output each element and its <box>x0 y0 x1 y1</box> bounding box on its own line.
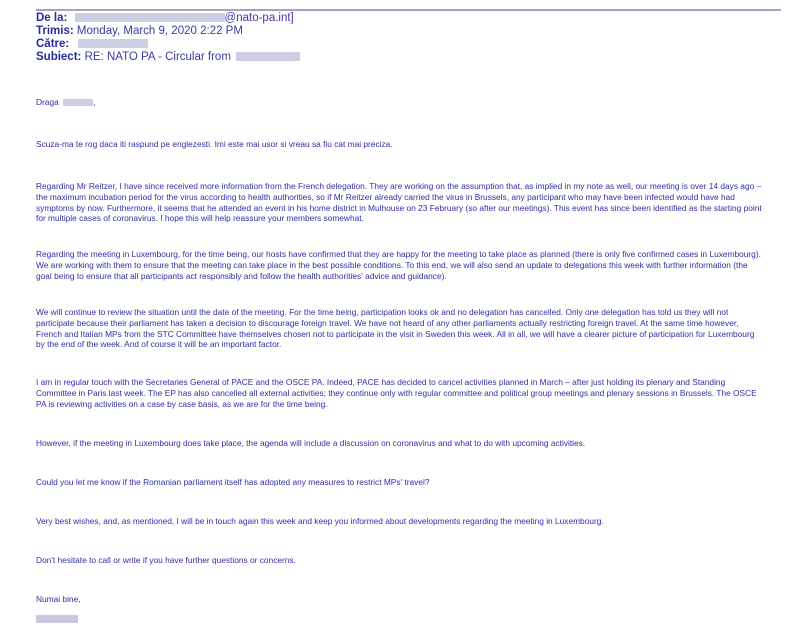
signature-line <box>36 615 764 626</box>
subject-value: RE: NATO PA - Circular from <box>84 51 231 63</box>
subject-label: Subiect: <box>36 51 82 63</box>
closing: Numai bine, <box>36 594 81 604</box>
paragraph-6: However, if the meeting in Luxembourg does take place, the agenda will include a discussion on coronavirus and what to do with upcoming activities. <box>36 438 586 448</box>
paragraph-1: Scuza-ma te rog daca iti raspund pe englezesti. Imi este mai usor si vreau sa fiu cat mai preciza. <box>36 139 393 149</box>
redacted-greeting-name <box>63 99 93 106</box>
sent-line <box>36 25 776 38</box>
sent-value: Monday, March 9, 2020 2:22 PM <box>76 25 243 37</box>
from-value[interactable]: @nato-pa.int] <box>224 12 294 24</box>
paragraph-5: I am in regular touch with the Secretaries General of PACE and the OSCE PA. Indeed, PACE has decided to cancel activities planned in March – after just holding its plenary and Standing Committee in Paris last week. The EP has also cancelled all external activities; they continue only with regular committee and political group meetings and plenary sessions in Brussels. The OSCE PA is reviewing activities on a case by case basis, as we are for the time being. <box>36 377 757 409</box>
header-separator <box>36 9 781 11</box>
redacted-sender <box>75 13 225 22</box>
greeting: Draga <box>36 97 59 107</box>
to-line <box>36 38 776 51</box>
paragraph-3: Regarding the meeting in Luxembourg, for the time being, our hosts have confirmed that they are happy for the meeting to take place as planned (there is only five confirmed cases in Luxembourg). We are working with them to ensure that the meeting can take place in the best possible conditions. To this end, we will also send an update to delegations this week with further information (the goal being to ensure that all participants act responsibly and follow the health authorities' advice and guidance). <box>36 249 761 281</box>
paragraph-4: We will continue to review the situation until the date of the meeting. For the time being, participation looks ok and no delegation has cancelled. Only one delegation has told us they will not participate because their parliament has taken a decision to discourage foreign travel. We have not heard of any other parliaments actually restricting foreign travel. At the same time however, French and Italian MPs from the STC Committee have themselves chosen not to participate in the visit in Sweden this week. All in all, we will have a clearer picture of participation for Luxembourg by the end of the week. And of course it will be an important factor. <box>36 307 755 350</box>
sent-label: Trimis: <box>36 25 74 37</box>
from-label: De la: <box>36 12 68 24</box>
greeting-line: Draga , <box>36 97 96 107</box>
subject-line <box>36 51 776 64</box>
from-line <box>36 12 776 25</box>
paragraph-9: Don't hesitate to call or write if you have further questions or concerns. <box>36 555 296 565</box>
to-label: Către: <box>36 38 70 50</box>
paragraph-7: Could you let me know if the Romanian parliament itself has adopted any measures to restrict MPs' travel? <box>36 477 430 487</box>
email-header <box>36 12 776 64</box>
paragraph-8: Very best wishes, and, as mentioned, I will be in touch again this week and keep you informed about developments regarding the meeting in Luxembourg. <box>36 516 604 526</box>
redacted-signature <box>36 615 78 623</box>
paragraph-2: Regarding Mr Reitzer, I have since received more information from the French delegation. They are working on the assumption that, as implied in my note as well, our meeting is over 14 days ago – the maximum incubation period for the virus according to health authorities, so if Mr Reitzer already carried the virus in Brussels, any participant who may have been infected would have had symptoms by now. Furthermore, it seems that he attended an event in his home district in Mulhouse on 23 February (so after our meetings). This event has since been identified as the starting point for multiple cases of coronavirus. I hope this will help reassure your members somewhat. <box>36 181 762 224</box>
redacted-recipient <box>78 39 148 48</box>
redacted-subject-name <box>236 52 300 61</box>
